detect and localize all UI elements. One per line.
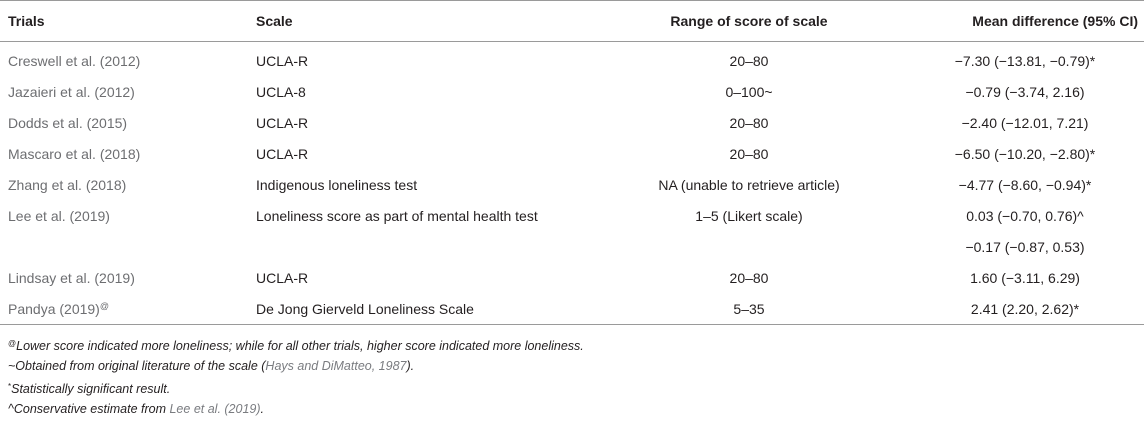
table-row xyxy=(0,293,1144,325)
trial-name: Lee et al. (2019) xyxy=(8,207,110,224)
table-footnotes xyxy=(0,325,1144,420)
footnote-text: Lower score indicated more loneliness; while for all other trials, higher score indicated more loneliness. xyxy=(16,339,584,353)
footnote-text: ). xyxy=(406,359,415,374)
range-cell: 20–80 xyxy=(729,52,769,69)
table-row xyxy=(0,200,1144,231)
scale-cell: Loneliness score as part of mental health test xyxy=(256,207,538,224)
trial-name: Zhang et al. (2018) xyxy=(8,176,127,193)
footnote-original-literature xyxy=(8,356,1136,376)
header-trials: Trials xyxy=(0,1,248,42)
scale-cell: Indigenous loneliness test xyxy=(256,176,418,193)
mean-difference-cell: −6.50 (−10.20, −2.80)* xyxy=(954,145,1096,162)
header-range: Range of score of scale xyxy=(592,1,906,42)
header-row xyxy=(0,1,1144,42)
footnote-marker: * xyxy=(8,381,12,391)
footnote-lower-score xyxy=(8,334,1136,356)
trial-cell xyxy=(0,200,248,231)
scale-cell xyxy=(248,231,592,262)
table-row xyxy=(0,42,1144,77)
range-cell: 0–100~ xyxy=(725,83,773,100)
table-row xyxy=(0,231,1144,262)
header-scale: Scale xyxy=(248,1,592,42)
footnote-marker: @ xyxy=(99,300,109,311)
table-row xyxy=(0,107,1144,138)
scale-cell: UCLA-R xyxy=(256,114,309,131)
scale-cell: UCLA-R xyxy=(256,269,309,286)
reference-link[interactable]: Hays and DiMatteo, 1987 xyxy=(265,359,407,374)
scale-cell: UCLA-8 xyxy=(256,83,306,100)
trial-cell xyxy=(0,169,248,200)
range-cell: 20–80 xyxy=(729,145,769,162)
footnote-text: Statistically significant result. xyxy=(11,381,171,396)
footnote-marker: @ xyxy=(8,339,17,348)
trial-name: Lindsay et al. (2019) xyxy=(8,269,135,286)
range-cell: 5–35 xyxy=(592,293,906,325)
trial-name: Creswell et al. (2012) xyxy=(8,52,141,69)
trial-name: Jazaieri et al. (2012) xyxy=(8,83,135,100)
table-row xyxy=(0,138,1144,169)
range-cell: 20–80 xyxy=(729,114,769,131)
mean-difference-cell: 0.03 (−0.70, 0.76)^ xyxy=(966,207,1084,224)
range-cell: 1–5 (Likert scale) xyxy=(695,207,803,224)
table-row xyxy=(0,262,1144,293)
trial-name: Pandya (2019) xyxy=(8,300,100,317)
trial-cell xyxy=(0,42,248,77)
mean-difference-cell: −7.30 (−13.81, −0.79)* xyxy=(954,52,1096,69)
trial-cell xyxy=(0,293,248,325)
footnote-significant xyxy=(8,377,1136,399)
trial-cell xyxy=(0,138,248,169)
range-cell: NA (unable to retrieve article) xyxy=(658,176,840,193)
table-row xyxy=(0,76,1144,107)
scale-cell: UCLA-R xyxy=(256,52,309,69)
mean-difference-cell: −2.40 (−12.01, 7.21) xyxy=(961,114,1089,131)
scale-cell: UCLA-R xyxy=(256,145,309,162)
trial-cell xyxy=(0,262,248,293)
trial-cell xyxy=(0,107,248,138)
mean-difference-cell: 2.41 (2.20, 2.62)* xyxy=(906,293,1144,325)
scale-cell: De Jong Gierveld Loneliness Scale xyxy=(248,293,592,325)
footnote-text: ~Obtained from original literature of the scale ( xyxy=(8,359,266,374)
trial-cell xyxy=(0,76,248,107)
range-cell: 20–80 xyxy=(729,269,769,286)
range-cell xyxy=(592,231,906,262)
trial-cell xyxy=(0,231,248,262)
trial-name: Mascaro et al. (2018) xyxy=(8,145,141,162)
footnote-text: . xyxy=(260,402,265,417)
trial-name: Dodds et al. (2015) xyxy=(8,114,128,131)
mean-difference-cell: 1.60 (−3.11, 6.29) xyxy=(970,269,1080,286)
header-mean-difference: Mean difference (95% CI) xyxy=(906,1,1144,42)
footnote-text: ^Conservative estimate from xyxy=(8,402,170,417)
footnote-conservative-estimate xyxy=(8,399,1136,419)
mean-difference-cell: −0.17 (−0.87, 0.53) xyxy=(965,238,1085,255)
reference-link[interactable]: Lee et al. (2019) xyxy=(169,402,261,417)
mean-difference-cell: −4.77 (−8.60, −0.94)* xyxy=(958,176,1092,193)
table-row xyxy=(0,169,1144,200)
mean-difference-cell: −0.79 (−3.74, 2.16) xyxy=(965,83,1085,100)
